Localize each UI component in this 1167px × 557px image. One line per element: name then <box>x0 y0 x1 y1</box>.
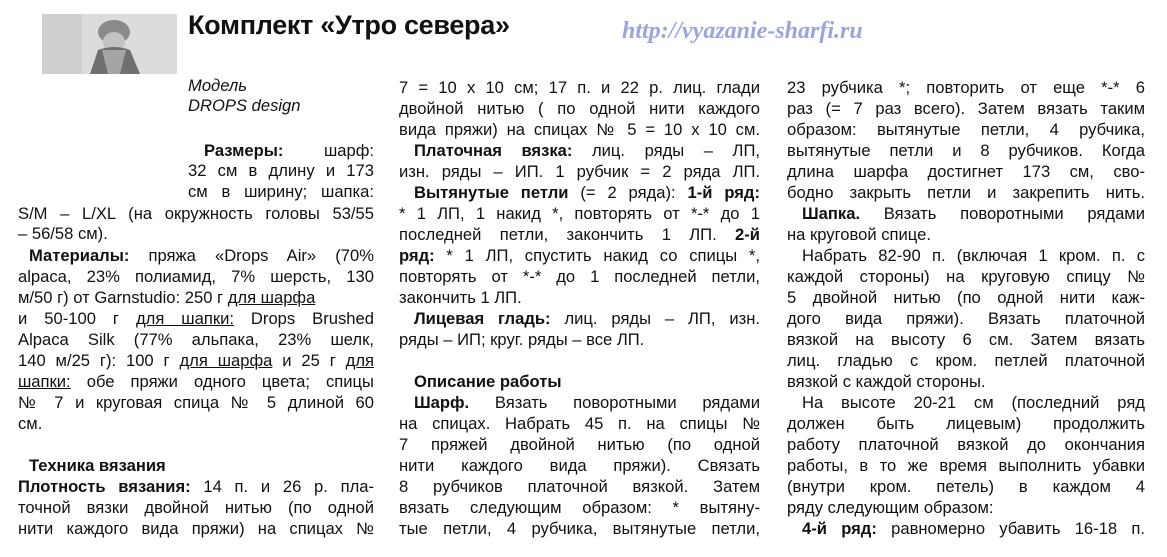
sizes-line-1: Размеры: шарф: <box>204 141 374 160</box>
cast-on-line-6: лиц. гладью с кром. петлей платочной <box>787 351 1145 370</box>
cast-on-line-7: вязкой с каждой стороны. <box>787 372 986 391</box>
hat-line-1: Шапка. Вязать поворотными рядами <box>802 204 1145 223</box>
scarf-line-7: тые петли, 4 рубчика, вытянутые петли, <box>399 519 760 538</box>
scarf-line-4: нити каждого вида пряжи). Связать <box>399 456 760 475</box>
density-line-1: Плотность вязания: 14 п. и 26 р. пла- <box>18 477 375 496</box>
elongated-line-6: закончить 1 ЛП. <box>399 288 522 307</box>
row-4-line: 4-й ряд: равномерно убавить 16-18 п. <box>802 519 1145 538</box>
materials-line-6: 140 м/25 г): 100 г для шарфа и 25 г для <box>18 351 374 370</box>
height-line-1: На высоте 20-21 см (последний ряд <box>802 393 1145 412</box>
col3-line-3: образом: вытянутые петли, 4 рубчика, <box>787 120 1145 139</box>
site-watermark: http://vyazanie-sharfi.ru <box>622 18 863 44</box>
col3-line-1: 23 рубчика *; повторить от еще *-* 6 <box>787 78 1145 97</box>
materials-line-3: м/50 г) от Garnstudio: 250 г для шарфа <box>18 288 316 307</box>
elongated-line-1: Вытянутые петли (= 2 ряда): 1-й ряд: <box>414 183 760 202</box>
col3-line-2: раз (= 7 раз всего). Затем вязать таким <box>787 99 1145 118</box>
materials-line-5: Alpaca Silk (77% альпака, 23% шелк, <box>18 330 374 349</box>
sizes-line-2: 32 см в длину и 173 <box>188 161 374 180</box>
stockinette-line-1: Лицевая гладь: лиц. ряды – ЛП, изн. <box>414 309 760 328</box>
height-line-4: работы, в то же время выполнить убавки <box>787 456 1145 475</box>
col2-line-1: 7 = 10 х 10 см; 17 п. и 22 р. лиц. глади <box>399 78 760 97</box>
hat-line-2: на круговой спице. <box>787 225 931 244</box>
col3-line-6: бодно закрыть петли и закрепить нить. <box>787 183 1145 202</box>
cast-on-line-3: 5 двойной нитью (по одной нити каж- <box>787 288 1145 307</box>
col3-line-4: вытянутые петли и 8 рубчиков. Когда <box>787 141 1145 160</box>
scarf-line-3: 7 пряжей двойной нитью (по одной <box>399 435 760 454</box>
materials-line-2: alpaca, 23% полиамид, 7% шерсть, 130 <box>18 267 374 286</box>
height-line-6: ряду следующим образом: <box>787 498 994 517</box>
model-photo <box>42 14 177 74</box>
materials-line-7: шапки: обе пряжи одного цвета; спицы <box>18 372 374 391</box>
materials-line-4: и 50-100 г для шапки: Drops Brushed <box>18 309 374 328</box>
description-heading: Описание работы <box>414 372 562 391</box>
height-line-5: (внутри кром. петель) в каждом 4 <box>787 477 1145 496</box>
density-line-2: точной вязки двойной нитью (по одной <box>18 498 374 517</box>
page-title: Комплект «Утро севера» <box>188 10 510 40</box>
elongated-line-2: * 1 ЛП, 1 накид *, повторять от *-* до 1 <box>399 204 760 223</box>
materials-line-9: см. <box>18 414 43 433</box>
garter-line-2: изн. ряды – ИП. 1 рубчик = 2 ряда ЛП. <box>399 162 760 181</box>
sizes-line-3: см в ширину; шапка: <box>188 182 374 201</box>
cast-on-line-2: каждой стороны) на круговую спицу № <box>787 267 1145 286</box>
density-line-3: нити каждого вида пряжи) на спицах № <box>18 519 374 538</box>
cast-on-line-1: Набрать 82-90 п. (включая 1 кром. п. с <box>802 246 1145 265</box>
elongated-line-5: повторять от *-* до 1 последней петли, <box>399 267 760 286</box>
stockinette-line-2: ряды – ИП; круг. ряды – все ЛП. <box>399 330 645 349</box>
cast-on-line-5: вязкой на высоту 6 см. Затем вязать <box>787 330 1145 349</box>
sizes-line-4: S/M – L/XL (на окружность головы 53/55 <box>18 204 374 223</box>
elongated-line-3: последней петли, закончить 1 ЛП. 2-й <box>399 225 760 244</box>
elongated-line-4: ряд: * 1 ЛП, спустить накид со спицы *, <box>399 246 760 265</box>
scarf-line-6: вязать следующим образом: * вытяну- <box>399 498 760 517</box>
cast-on-line-4: дого вида пряжи). Вязать платочной <box>787 309 1145 328</box>
height-line-2: должен быть лицевым) продолжить <box>787 414 1145 433</box>
materials-line-8: № 7 и круговая спица № 5 длиной 60 <box>18 393 374 412</box>
technique-heading: Техника вязания <box>29 456 166 475</box>
col3-line-5: длина шарфа достигнет 173 см, сво- <box>787 162 1145 181</box>
scarf-line-1: Шарф. Вязать поворотными рядами <box>414 393 760 412</box>
scarf-line-2: на спицах. Набрать 45 п. на спицы № <box>399 414 760 433</box>
col2-line-2: двойной нитью ( по одной нити каждого <box>399 99 760 118</box>
col2-line-3: вида пряжи) на спицах № 5 = 10 х 10 см. <box>399 120 760 139</box>
materials-line-1: Материалы: пряжа «Drops Air» (70% <box>29 246 374 265</box>
height-line-3: работу платочной вязкой до окончания <box>787 435 1145 454</box>
garter-line-1: Платочная вязка: лиц. ряды – ЛП, <box>414 141 760 160</box>
scarf-line-5: 8 рубчиков платочной вязкой. Затем <box>399 477 760 496</box>
sizes-line-5: – 56/58 см). <box>18 224 108 243</box>
model-brand: DROPS design <box>188 96 301 115</box>
model-label: Модель <box>188 76 247 95</box>
